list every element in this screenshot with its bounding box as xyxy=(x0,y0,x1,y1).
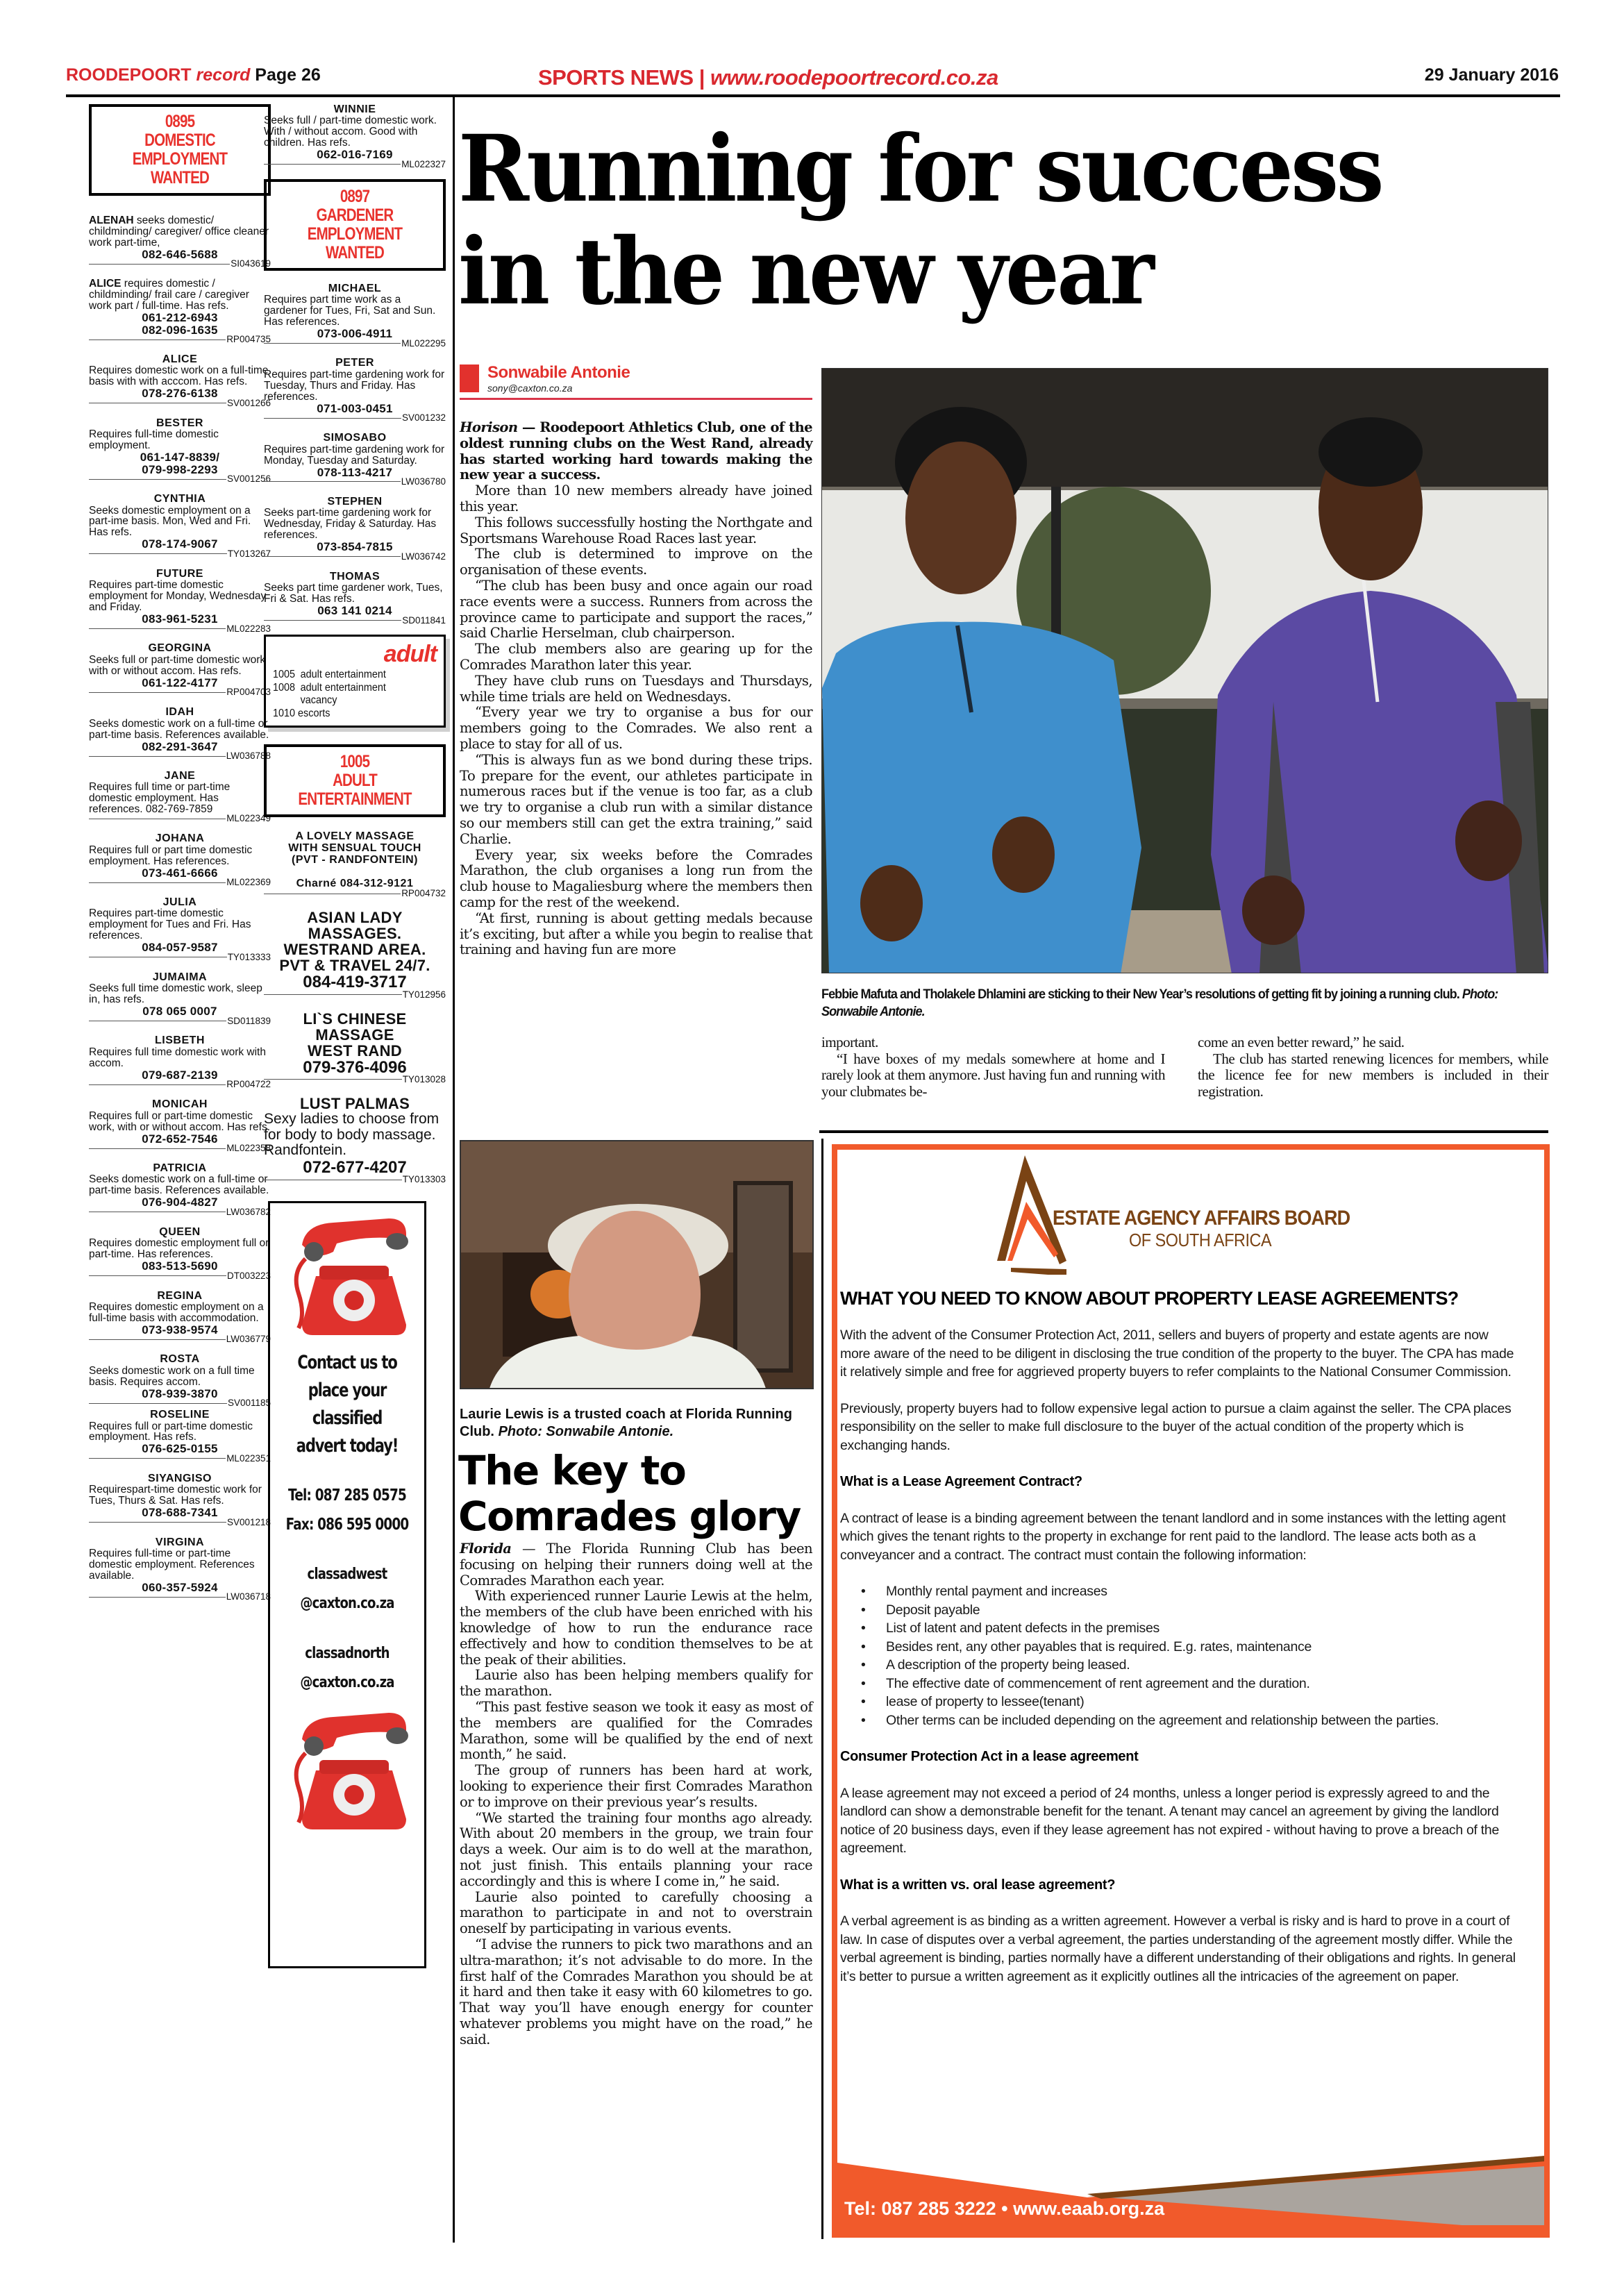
ad-phone: 072-677-4207 xyxy=(303,1157,407,1177)
category-line: ENTERTAINMENT xyxy=(298,789,412,809)
ad-text: Requires full time domestic work with accom. xyxy=(89,1046,266,1069)
contact-email-west[interactable]: classadwest xyxy=(307,1566,387,1584)
ad-phone: 061-212-6943 xyxy=(142,311,218,325)
eaab-paragraph: A verbal agreement is as binding as a written agreement. However a verbal is risky and is hard to prove in a court of law. In case of disputes over a verbal agreement, the parties understanding of the agreement mostly differ. While the verbal agreement is binding, parties normally have a different understanding of their obligations and rights. In general it’s better to pursue a written agreement as it explicitly outlines all the intricacies of the agreement on paper. xyxy=(840,1913,1516,1984)
ad-phone: 073-938-9574 xyxy=(142,1323,218,1336)
ad-ref xyxy=(89,814,271,823)
adult-index-num: 1010 xyxy=(273,707,296,719)
ad-line: PVT & TRAVEL 24/7. xyxy=(279,957,430,975)
classified-ad xyxy=(264,358,446,423)
ad-ref-code: SV001232 xyxy=(401,412,446,424)
ad-text: Sexy ladies to choose from for body to body massage. Randfontein. xyxy=(264,1110,440,1159)
ad-ref-code: ML022351 xyxy=(226,1452,271,1464)
page-number: Page 26 xyxy=(255,65,321,85)
adult-index-box xyxy=(264,635,446,728)
ad-text: Requires part-time gardening work for Monday, Tuesday and Saturday. xyxy=(264,443,445,467)
adult-index-label: adult entertainment xyxy=(300,681,386,694)
ad-name: JUMAIMA xyxy=(152,971,208,983)
classified-ad xyxy=(89,1291,271,1345)
photo-credit: Photo: Sonwabile Antonie. xyxy=(498,1424,674,1439)
adult-index-num: 1008 xyxy=(273,681,296,694)
ad-name: JANE xyxy=(164,770,196,782)
adult-ad xyxy=(264,1096,446,1184)
headline-line: The key to xyxy=(458,1447,686,1494)
adult-index-label: vacancy xyxy=(300,694,337,707)
classified-ad xyxy=(89,707,271,761)
ad-ref-code: ML022358 xyxy=(226,1143,271,1154)
ad-phone: 076-625-0155 xyxy=(142,1442,218,1456)
caption-text: Laurie Lewis is a trusted coach at Florida Running Club. xyxy=(460,1407,792,1439)
ad-name: ALICE xyxy=(162,353,198,365)
ad-name: LISBETH xyxy=(155,1034,205,1047)
telephone-icon xyxy=(278,1704,417,1836)
ad-ref-code: ML022295 xyxy=(401,337,446,349)
eaab-paragraph: Previously, property buyers had to follow expensive legal action to pursue a claim against the seller. The CPA places responsibility on the seller to make full disclosure to the buyer of the actual condition of the property which is exchanging hands. xyxy=(840,1400,1512,1453)
ad-text: Seeks full time domestic work, sleep in, has refs. xyxy=(89,982,262,1006)
author-email[interactable]: sony@caxton.co.za xyxy=(487,383,573,394)
classified-ad xyxy=(264,104,446,169)
ad-name: ALENAH xyxy=(89,215,134,226)
eaab-paragraph: With the advent of the Consumer Protection Act, 2011, sellers and buyers of property and estate agents are now more aware of the need to be diligent in disclosing the true condition of the property to the buyer. The CPA has made it relatively simple and free for aggrieved property buyers to refer complaints to the National Consumer Commission. xyxy=(840,1327,1514,1380)
ad-text: Seeks part time gardener work, Tues, Fri & Sat. Has refs. xyxy=(264,582,443,605)
ad-ref-code: LW036742 xyxy=(401,551,446,562)
paragraph: Laurie also pointed to carefully choosing a marathon to participate in and not to overstrain oneself by participating in various events. xyxy=(460,1888,812,1937)
ad-name: STEPHEN xyxy=(327,495,383,508)
category-code: 1005 xyxy=(340,751,370,771)
classified-ad xyxy=(89,833,271,887)
adult-index-label: adult entertainment xyxy=(300,669,386,681)
paragraph: “The club has been busy and once again our road race events were a success. Runners from across the province came to participate and support the races,” said Charlie Herselman, club chairperson. xyxy=(460,577,812,642)
category-code: 0895 xyxy=(165,112,195,131)
ad-ref-code: ML022327 xyxy=(401,158,446,169)
ad-text: Requires full time or part-time domestic employment. Has references. 082-769-7859 xyxy=(89,781,231,816)
ad-phone: 078-688-7341 xyxy=(142,1506,218,1520)
photo-credit: Photo: Sonwabile Antonie. xyxy=(821,987,1498,1019)
story1-column-1 xyxy=(460,420,812,958)
eaab-bullet: • List of latent and patent defects in the premises xyxy=(861,1619,1521,1638)
category-line: WANTED xyxy=(151,168,209,187)
ad-phone: 079-376-4096 xyxy=(303,1057,407,1077)
paper-name: ROODEPOORT xyxy=(66,65,192,85)
paper-page-label xyxy=(66,65,321,85)
ad-phone: 061-122-4177 xyxy=(142,676,218,689)
adult-index-label: escorts xyxy=(298,707,330,719)
ad-text: Requires part-time domestic employment for Tues and Fri. Has references. xyxy=(89,907,251,942)
eaab-bullet: • Other terms can be included depending on the agreement and relationship between the parties. xyxy=(861,1711,1521,1730)
classified-ad xyxy=(264,571,446,626)
paragraph: More than 10 new members already have joined this year. xyxy=(460,483,812,514)
adult-index-num: 1005 xyxy=(273,669,296,681)
headline-line: Comrades glory xyxy=(458,1493,801,1540)
ad-ref-code: SV001218 xyxy=(226,1516,271,1527)
ad-text: Seeks part-time gardening work for Wednesday, Friday & Saturday. Has references. xyxy=(264,507,437,542)
ad-name: WINNIE xyxy=(333,103,376,115)
ad-phone: 072-652-7546 xyxy=(142,1132,218,1146)
ad-phone: 078-113-4217 xyxy=(317,465,393,479)
ad-name: THOMAS xyxy=(329,570,380,583)
ad-ref-code: ML022283 xyxy=(226,623,271,634)
category-line: GARDENER xyxy=(316,205,394,225)
classifieds-column-b xyxy=(264,104,446,1968)
classified-ad xyxy=(89,569,271,634)
paragraph: This follows successfully hosting the Northgate and Sportsmans Warehouse Road Races last year. xyxy=(460,514,812,546)
ad-phone: 061-147-8839/ xyxy=(140,451,220,464)
section-separator: | xyxy=(698,65,705,90)
ad-phone: 082-646-5688 xyxy=(142,247,218,261)
ad-name: JULIA xyxy=(162,896,197,908)
paper-name-italic: record xyxy=(196,65,251,85)
ad-phone: 079-687-2139 xyxy=(142,1068,218,1082)
contact-cta-line: classified xyxy=(312,1407,383,1430)
ad-ref-code: TY013303 xyxy=(402,1174,446,1185)
ad-ref-code: LW036788 xyxy=(226,751,271,762)
ad-text: Requirespart-time domestic work for Tues, Thurs & Sat. Has refs. xyxy=(89,1484,262,1507)
eaab-title: WHAT YOU NEED TO KNOW ABOUT PROPERTY LEASE AGREEMENTS? xyxy=(840,1288,1459,1309)
ad-ref-code: SV001256 xyxy=(226,474,271,485)
classified-ad xyxy=(89,1035,271,1089)
ad-name: QUEEN xyxy=(159,1225,201,1238)
ad-ref xyxy=(264,889,446,898)
ad-phone: 084-419-3717 xyxy=(303,973,407,992)
ad-ref-code: SD011839 xyxy=(227,1015,271,1026)
ad-name: SIMOSABO xyxy=(323,432,387,444)
contact-email-north-domain[interactable]: @caxton.co.za xyxy=(300,1674,394,1692)
eaab-content xyxy=(840,1289,1521,2004)
coach-photo xyxy=(460,1140,814,1389)
ad-ref-code: TY013333 xyxy=(227,951,271,962)
ad-text: Requires part time work as a gardener for Tues, Fri, Sat and Sun. Has references. xyxy=(264,294,436,328)
lead-text: — Roodepoort Athletics Club, one of the oldest running clubs on the West Rand, already has started working hard towards making the new year a success. xyxy=(460,419,812,483)
classified-ad xyxy=(89,1473,271,1527)
ad-text: Seeks domestic work on a full-time or part-time basis. References available. xyxy=(89,717,269,741)
eaab-subheading: What is a Lease Agreement Contract? xyxy=(840,1474,1082,1489)
eaab-bullet: • Monthly rental payment and increases xyxy=(861,1582,1521,1601)
byline-marker xyxy=(460,364,479,392)
ad-ref-code: SI043619 xyxy=(231,258,271,269)
story1-column-2 xyxy=(821,1034,1165,1100)
ad-phone: Charné 084-312-9121 xyxy=(296,878,414,890)
ad-line: WESTRAND AREA. xyxy=(283,941,426,959)
contact-cta-line: place your xyxy=(308,1380,387,1402)
column-divider xyxy=(453,97,455,2243)
ad-name: BESTER xyxy=(156,417,203,429)
ad-ref-code: LW036779 xyxy=(226,1334,271,1345)
eaab-paragraph: A contract of lease is a binding agreement between the tenant landlord and in some instances with the letting agent which gives the tenant rights to the property in exchange for rent paid to the landlord. The lease acts both as a conveyancer and a contract. The contract must contain the following information: xyxy=(840,1510,1506,1563)
eaab-bullet: • A description of the property being leased. xyxy=(861,1656,1521,1675)
ad-name: MICHAEL xyxy=(328,282,382,294)
ad-name: PATRICIA xyxy=(153,1162,207,1174)
eaab-bullet: • Deposit payable xyxy=(861,1601,1521,1620)
ad-text: Requires part-time gardening work for Tuesday, Thurs and Friday. Has references. xyxy=(264,368,445,403)
ad-text: seeks domestic/ childminding/ caregiver/ office cleaner work part-time, xyxy=(89,215,269,249)
eaab-advert xyxy=(832,1144,1550,2238)
ad-phone: 073-006-4911 xyxy=(317,327,393,341)
classified-ad xyxy=(89,215,271,269)
coach-photo-caption xyxy=(460,1406,814,1441)
ad-ref-code: SV001266 xyxy=(226,397,271,408)
ad-line: (PVT - RANDFONTEIN) xyxy=(292,853,418,866)
paragraph: They have club runs on Tuesdays and Thursdays, while time trials are held on Wednesdays. xyxy=(460,672,812,705)
paragraph: “Every year we try to organise a bus for our members going to the Comrades. We also rent a place to stay for all of us. xyxy=(460,704,812,752)
story2-lead xyxy=(460,1541,812,1589)
ad-name: SIYANGISO xyxy=(148,1472,212,1484)
eaab-subheading: Consumer Protection Act in a lease agreement xyxy=(840,1749,1139,1764)
category-code: 0897 xyxy=(340,186,370,206)
ad-phone: 078-174-9067 xyxy=(142,537,218,551)
ad-text: Requires domestic employment full or part-time. Has references. xyxy=(89,1237,269,1261)
adult-ad xyxy=(264,1011,446,1084)
category-line: EMPLOYMENT xyxy=(132,149,228,169)
ad-text: requires domestic / childminding/ frail care / caregiver work part / full-time. Has refs. xyxy=(89,278,249,312)
lead-text: — The Florida Running Club has been focusing on helping their runners doing well at the Comrades Marathon each year. xyxy=(460,1541,812,1589)
paragraph: “This is always fun as we bond during these trips. To prepare for the event, our athletes participate in numerous races but if the venue is too far, as a club we try to organise a club run with a similar distance so our members still can get the extra training,” said Charlie. xyxy=(460,751,812,847)
contact-cta-line: advert today! xyxy=(296,1435,399,1457)
paragraph: Every year, six weeks before the Comrades Marathon, the club organises a long run from the club house to Magaliesburg where the members then camp for the rest of the weekend. xyxy=(460,846,812,910)
eaab-bullet: • Besides rent, any other payables that is required. E.g. rates, maintenance xyxy=(861,1638,1521,1657)
ad-ref-code: RP004703 xyxy=(226,687,271,698)
ad-ref-code: ML022369 xyxy=(226,877,271,888)
ad-ref-code: TY013028 xyxy=(402,1073,446,1084)
ad-ref-code: RP004722 xyxy=(226,1079,271,1090)
category-box-adult xyxy=(264,744,446,817)
adult-index-num xyxy=(273,694,301,707)
ad-phone: 083-961-5231 xyxy=(142,612,218,626)
ad-text: Requires full or part time domestic employment. Has references. xyxy=(89,844,253,867)
ad-text: Requires full-time domestic employment. xyxy=(89,428,219,452)
ad-ref-code: SV001185 xyxy=(227,1398,271,1409)
ad-name: ROSELINE xyxy=(150,1409,210,1421)
contact-email-west-domain[interactable]: @caxton.co.za xyxy=(300,1595,394,1613)
ad-name: CYNTHIA xyxy=(153,493,206,505)
masthead xyxy=(66,62,1559,94)
main-headline: Running for success in the new year xyxy=(458,115,1382,326)
paragraph: Laurie also has been helping members qualify for the marathon. xyxy=(460,1667,812,1700)
dateline: Horison xyxy=(460,419,518,435)
classified-ad xyxy=(89,1409,271,1464)
story1-column-3 xyxy=(1198,1034,1548,1100)
eaab-paragraph: A lease agreement may not exceed a period of 24 months, unless a longer period is expressly agreed to and the landlord can show a demonstrable benefit for the tenant. A tenant may cancel an agreement by giving the landlord notice of 20 business days, even if they lease agreement has not expired - without having to prove a breach of the agreement. xyxy=(840,1785,1499,1856)
section-header xyxy=(538,65,998,90)
ad-line: WEST RAND xyxy=(308,1041,402,1059)
dateline: Florida xyxy=(460,1541,512,1557)
telephone-icon xyxy=(278,1210,417,1342)
classified-ad xyxy=(89,643,271,697)
contact-fax: Fax: 086 595 0000 xyxy=(285,1516,409,1534)
adult-index-row xyxy=(273,682,420,694)
ad-phone: 078-939-3870 xyxy=(142,1386,218,1400)
ad-name: LUST PALMAS xyxy=(299,1094,410,1112)
eaab-bullet: • The effective date of commencement of rent agreement and the duration. xyxy=(861,1675,1521,1693)
ad-line: ASIAN LADY xyxy=(307,909,403,927)
paragraph: With experienced runner Laurie Lewis at the helm, the members of the club have been enriched with his knowledge of how to run the endurance race effectively and how to condition themselves to be at the peak of their abilities. xyxy=(460,1588,812,1668)
contact-classifieds-box xyxy=(268,1201,426,1968)
ad-text: Seeks domestic work on a full time basis. Requires accom. xyxy=(89,1364,255,1388)
byline xyxy=(460,364,812,401)
classified-ad xyxy=(89,278,271,344)
category-line: WANTED xyxy=(326,242,384,262)
classified-ad xyxy=(264,283,446,349)
runners-photo-caption xyxy=(821,986,1512,1021)
ad-phone: 063 141 0214 xyxy=(317,604,392,618)
paragraph: “I advise the runners to pick two marathons and an ultra-marathon; it’s not advisable to do more. In the first half of the Comrades Marathon you should be at it hard and then take it easy with 60 kilometres to go. That way you’ll have enough energy for counter whatever problems you might have on the road,” he said. xyxy=(460,1936,812,2047)
ad-ref-code: SD011841 xyxy=(402,614,446,626)
adult-index-row xyxy=(273,694,420,707)
paragraph: come an even better reward,” he said. xyxy=(1198,1034,1405,1050)
ad-name: JOHANA xyxy=(155,832,205,845)
story-divider xyxy=(819,1130,1548,1133)
paragraph: “This past festive season we took it easy as most of the members are qualified for the Comrades Marathon, some will be qualified by the end of next month,” he said. xyxy=(460,1698,812,1763)
adult-index-row xyxy=(273,707,420,720)
ad-phone: 060-357-5924 xyxy=(142,1580,218,1594)
ad-text: Requires domestic employment on a full-time basis with accommodation. xyxy=(89,1301,264,1324)
category-box-domestic xyxy=(89,104,271,196)
paragraph: The club members also are gearing up for the Comrades Marathon later this year. xyxy=(460,641,812,673)
paragraph: “We started the training four months ago already. With about 20 members in the group, we train four days a week. Our aim is to do well at the marathon, not just finish. This entails planning your race accordingly and this is where I come in,” he said. xyxy=(460,1809,812,1889)
ad-name: VIRGINA xyxy=(155,1536,205,1548)
adult-index-row xyxy=(273,669,420,681)
ad-ref-code: TY012956 xyxy=(402,989,446,1000)
ad-line: A LOVELY MASSAGE xyxy=(295,830,415,842)
masthead-rule xyxy=(66,94,1560,97)
ad-phone: 084-057-9587 xyxy=(142,941,218,955)
ad-line: MASSAGES. xyxy=(308,925,402,943)
byline-rule xyxy=(460,398,812,400)
ad-phone: 078-276-6138 xyxy=(142,387,218,401)
contact-email-north[interactable]: classadnorth xyxy=(305,1645,390,1663)
ad-ref-code: TY013267 xyxy=(227,548,271,559)
ad-line: MASSAGE xyxy=(315,1025,394,1044)
eaab-bullet-list xyxy=(840,1582,1521,1729)
ad-name: PETER xyxy=(335,357,374,369)
column-divider xyxy=(821,1139,823,2239)
ad-text: Seeks domestic employment on a part-ime basis. Mon, Wed and Fri. Has refs. xyxy=(89,504,251,539)
ad-line: WITH SENSUAL TOUCH xyxy=(288,841,421,854)
classifieds-column-a xyxy=(89,104,271,1611)
ad-name: IDAH xyxy=(165,706,194,719)
classified-ad xyxy=(89,1354,271,1408)
eaab-org-subtitle: OF SOUTH AFRICA xyxy=(1129,1230,1272,1250)
website-link[interactable]: www.roodepoortrecord.co.za xyxy=(710,65,998,90)
ad-text: Seeks full or part-time domestic work with or without accom. Has refs. xyxy=(89,653,266,677)
story2-headline xyxy=(458,1448,819,1539)
classified-ad xyxy=(89,972,271,1026)
ad-name: REGINA xyxy=(157,1289,203,1302)
category-line: EMPLOYMENT xyxy=(307,224,403,244)
ad-text: Requires full or part-time domestic employment. Has refs. xyxy=(89,1420,253,1443)
runners-photo-image xyxy=(822,369,1548,973)
classified-ad xyxy=(89,1537,271,1602)
category-line: ADULT xyxy=(333,770,377,790)
classified-ad xyxy=(89,354,271,408)
paragraph: “I have boxes of my medals somewhere at home and I rarely look at them anymore. Just having fun and running with your clubmates be- xyxy=(821,1050,1165,1100)
classified-ad xyxy=(89,494,271,559)
ad-phone: 083-513-5690 xyxy=(142,1259,218,1273)
section-name: SPORTS NEWS xyxy=(538,65,694,90)
paragraph: The group of runners has been hard at work, looking to experience their first Comrades Marathon or to improve on their previous year’s results. xyxy=(460,1762,812,1810)
classified-ad xyxy=(89,1227,271,1281)
ad-phone: 079-998-2293 xyxy=(142,462,218,476)
eaab-subheading: What is a written vs. oral lease agreement? xyxy=(840,1877,1116,1893)
ad-line: LI`S CHINESE xyxy=(303,1009,407,1028)
ad-ref-code: LW036782 xyxy=(226,1206,271,1217)
ad-phone: 071-003-0451 xyxy=(317,401,393,415)
ad-name: MONICAH xyxy=(152,1098,208,1111)
ad-ref-code: RP004732 xyxy=(401,888,446,899)
eaab-org-name: ESTATE AGENCY AFFAIRS BOARD xyxy=(1053,1207,1350,1230)
adult-ad xyxy=(264,910,446,999)
ad-ref-code: RP004735 xyxy=(226,334,271,345)
paragraph: “At first, running is about getting medals because it’s exciting, but after a while you begin to realise that training and having fun are more xyxy=(460,910,812,958)
eaab-bullet: • lease of property to lessee(tenant) xyxy=(861,1693,1521,1711)
ad-ref-code: ML022349 xyxy=(226,813,271,824)
classified-ad xyxy=(89,1099,271,1153)
paragraph: important. xyxy=(821,1034,878,1050)
ad-name: FUTURE xyxy=(156,567,203,580)
ad-text: Requires full-time or part-time domestic employment. References available. xyxy=(89,1548,255,1582)
caption-text: Febbie Mafuta and Tholakele Dhlamini are sticking to their New Year’s resolutions of getting fit by joining a running club. xyxy=(821,987,1459,1002)
classified-ad xyxy=(89,771,271,823)
runners-photo xyxy=(821,368,1548,973)
issue-date: 29 January 2016 xyxy=(1424,65,1559,85)
classified-ad xyxy=(89,897,271,962)
category-box-gardener xyxy=(264,179,446,271)
classified-ad xyxy=(89,418,271,484)
ad-phone: 073-461-6666 xyxy=(142,866,218,880)
ad-text: Requires part-time domestic employment for Monday, Wednesday and Friday. xyxy=(89,579,267,614)
eaab-footer-graphic xyxy=(837,2156,1546,2232)
ad-phone: 078 065 0007 xyxy=(142,1005,217,1019)
ad-phone: 082-291-3647 xyxy=(142,739,218,753)
ad-ref xyxy=(89,1454,271,1464)
ad-text: Requires domestic work on a full-time basis with with acccom. Has refs. xyxy=(89,364,269,388)
ad-name: ROSTA xyxy=(160,1353,200,1366)
classified-ad xyxy=(264,433,446,487)
adult-ad xyxy=(264,831,446,898)
ad-phone: 073-854-7815 xyxy=(317,540,393,554)
ad-text: Requires full or part-time domestic work, with or without accom. Has refs. xyxy=(89,1109,270,1133)
contact-cta-line: Contact us to xyxy=(297,1352,397,1374)
classified-ad xyxy=(89,1163,271,1217)
ad-text: Seeks domestic work on a full-time or part-time basis. References available. xyxy=(89,1173,269,1197)
paragraph: The club has started renewing licences for members, while the licence fee for new members is included in their registration. xyxy=(1198,1050,1548,1100)
story1-lead xyxy=(460,420,812,483)
ad-phone: 082-096-1635 xyxy=(142,323,218,337)
adult-index-title: adult xyxy=(383,641,437,668)
ad-name: ALICE xyxy=(89,278,122,290)
author-name: Sonwabile Antonie xyxy=(487,363,630,382)
contact-tel-link[interactable]: Tel: 087 285 0575 xyxy=(288,1486,406,1505)
ad-text: Seeks full / part-time domestic work. With / without accom. Good with children. Has refs. xyxy=(264,115,437,149)
classified-ad xyxy=(264,496,446,562)
ad-ref-code: LW036718 xyxy=(226,1591,271,1602)
eaab-contact-footer[interactable]: Tel: 087 285 3222 • www.eaab.org.za xyxy=(844,2198,1165,2219)
story2-column xyxy=(460,1541,812,2048)
ad-ref-code: LW036780 xyxy=(401,476,446,487)
ad-ref-code: DT003223 xyxy=(226,1270,271,1281)
ad-phone: 076-904-4827 xyxy=(142,1196,218,1209)
coach-photo-image xyxy=(461,1141,814,1389)
category-line: DOMESTIC xyxy=(144,131,215,150)
ad-phone: 062-016-7169 xyxy=(317,148,393,162)
paragraph: The club is determined to improve on the organisation of these events. xyxy=(460,546,812,578)
ad-name: GEORGINA xyxy=(148,642,212,655)
